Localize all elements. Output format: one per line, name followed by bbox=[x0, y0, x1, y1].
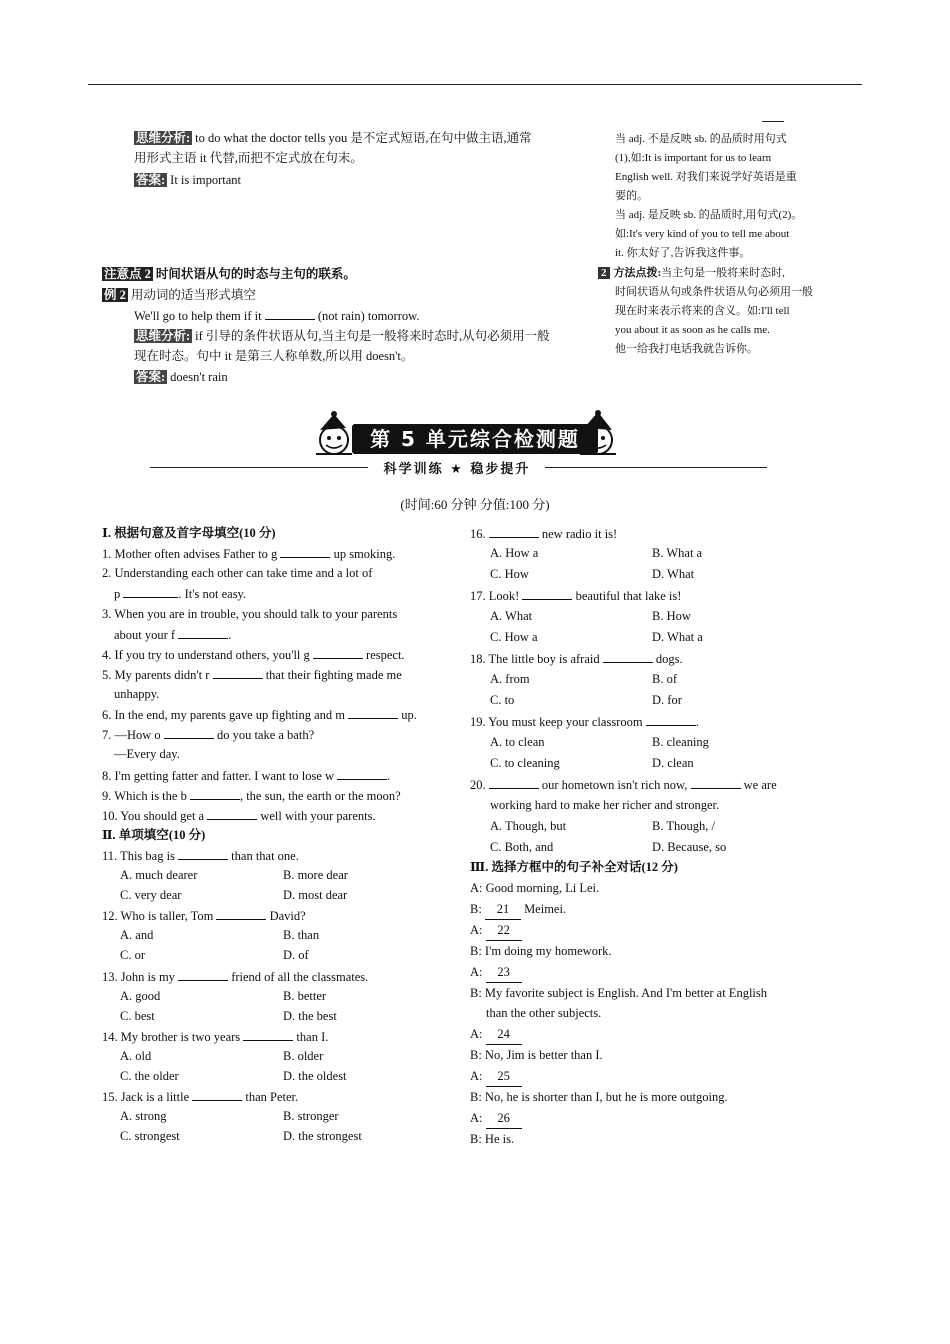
q9 bbox=[102, 785, 401, 806]
mascot-left-icon bbox=[316, 411, 352, 454]
header-rule bbox=[88, 84, 862, 85]
q13-b: friend of all the classmates. bbox=[231, 970, 369, 984]
example2-tag: 例 2 bbox=[104, 288, 126, 302]
side-l10: 现在时来表示将来的含义。如:I'll tell bbox=[615, 305, 790, 317]
q20-line2: working hard to make her richer and stronger. bbox=[490, 798, 720, 812]
blank bbox=[522, 585, 572, 600]
q1 bbox=[102, 543, 395, 564]
side-l1: 当 adj. 不是反映 sb. 的品质时用句式 bbox=[615, 133, 787, 145]
q3-line2 bbox=[114, 624, 231, 645]
q4 bbox=[102, 644, 405, 665]
q8 bbox=[102, 765, 390, 786]
q17-option-b: B. How bbox=[652, 609, 691, 623]
q13-option-b: B. better bbox=[283, 989, 327, 1003]
q12-a: 12. Who is taller, Tom bbox=[102, 909, 214, 923]
dialog-line-2 bbox=[470, 899, 566, 920]
q14-b: than I. bbox=[296, 1030, 329, 1044]
q3-c: . bbox=[228, 628, 232, 642]
q10 bbox=[102, 805, 376, 826]
q5-line2: unhappy. bbox=[114, 687, 160, 701]
q16-a: 16. bbox=[470, 527, 486, 541]
q20-option-b: B. Though, / bbox=[652, 819, 715, 833]
dialog-line-10: B: No, he is shorter than I, but he is more outgoing. bbox=[470, 1090, 728, 1104]
dialog-line-11 bbox=[470, 1108, 522, 1129]
q4-b: respect. bbox=[366, 648, 405, 662]
blank bbox=[216, 905, 266, 920]
blank bbox=[646, 711, 696, 726]
q5 bbox=[102, 664, 402, 685]
blank bbox=[213, 664, 263, 679]
dialog-line-5 bbox=[470, 962, 522, 983]
q13-a: 13. John is my bbox=[102, 970, 175, 984]
answer1 bbox=[134, 170, 241, 190]
blank bbox=[243, 1026, 293, 1041]
q16-option-d: D. What bbox=[652, 567, 695, 581]
blank-25: 25 bbox=[486, 1066, 522, 1087]
dialog-line-7 bbox=[470, 1024, 522, 1045]
q12-b: David? bbox=[269, 909, 306, 923]
q3: 3. When you are in trouble, you should talk to your parents bbox=[102, 607, 398, 621]
q17-option-d: D. What a bbox=[652, 630, 703, 644]
q1-a: 1. Mother often advises Father to g bbox=[102, 547, 278, 561]
q12-option-d: D. of bbox=[283, 948, 309, 962]
blank bbox=[164, 724, 214, 739]
q19-option-b: B. cleaning bbox=[652, 735, 709, 749]
blank bbox=[265, 305, 315, 320]
blank bbox=[190, 785, 240, 800]
q20-option-c: C. Both, and bbox=[490, 840, 554, 854]
q15-option-d: D. the strongest bbox=[283, 1129, 362, 1143]
q12-option-b: B. than bbox=[283, 928, 320, 942]
q11 bbox=[102, 845, 299, 866]
side-l2: (1),如:It is important for us to learn bbox=[615, 152, 772, 164]
q17-b: beautiful that lake is! bbox=[575, 589, 682, 603]
analysis1-tag: 思维分析: bbox=[136, 131, 191, 145]
answer2 bbox=[134, 367, 228, 387]
example2-text: 用动词的适当形式填空 bbox=[130, 288, 256, 302]
q20-option-a: A. Though, but bbox=[490, 819, 567, 833]
dialog-line-9 bbox=[470, 1066, 522, 1087]
q2-line2 bbox=[114, 583, 246, 604]
q18-a: 18. The little boy is afraid bbox=[470, 652, 600, 666]
q7-answer: —Every day. bbox=[114, 747, 180, 761]
q6-b: up. bbox=[401, 708, 417, 722]
q7-a: 7. —How o bbox=[102, 728, 161, 742]
q18 bbox=[470, 648, 683, 669]
blank bbox=[123, 583, 178, 598]
q17-option-c: C. How a bbox=[490, 630, 538, 644]
q9-a: 9. Which is the b bbox=[102, 789, 187, 803]
analysis1 bbox=[134, 128, 532, 148]
q20-option-d: D. Because, so bbox=[652, 840, 727, 854]
analysis2-text: if 引导的条件状语从句,当主句是一般将来时态时,从句必须用一般 bbox=[195, 329, 550, 343]
blank-24: 24 bbox=[486, 1024, 522, 1045]
analysis2-line2: 现在时态。句中 it 是第三人称单数,所以用 doesn't。 bbox=[134, 349, 414, 363]
tip-tag: 方法点拨: bbox=[613, 267, 662, 279]
note2 bbox=[102, 264, 356, 284]
banner-subtitle: 科学训练 ★ 稳步提升 bbox=[383, 462, 531, 477]
q13-option-c: C. best bbox=[120, 1009, 155, 1023]
q18-option-a: A. from bbox=[490, 672, 530, 686]
q20-a: 20. bbox=[470, 778, 486, 792]
q14 bbox=[102, 1026, 328, 1047]
blank bbox=[603, 648, 653, 663]
time-info: (时间:60 分钟 分值:100 分) bbox=[400, 497, 550, 512]
q13 bbox=[102, 966, 368, 987]
q3-b: about your f bbox=[114, 628, 176, 642]
q13-option-a: A. good bbox=[120, 989, 161, 1003]
q18-option-b: B. of bbox=[652, 672, 677, 686]
q20 bbox=[470, 774, 777, 795]
dialog-line-8: B: No, Jim is better than I. bbox=[470, 1048, 603, 1062]
q11-a: 11. This bag is bbox=[102, 849, 175, 863]
side-l4: 要的。 bbox=[615, 190, 648, 202]
q14-option-b: B. older bbox=[283, 1049, 324, 1063]
blank-22: 22 bbox=[486, 920, 522, 941]
dialog-speaker: A: bbox=[470, 1069, 483, 1083]
blank bbox=[178, 624, 228, 639]
q18-option-d: D. for bbox=[652, 693, 682, 707]
side-rule bbox=[762, 121, 784, 122]
q6 bbox=[102, 704, 417, 725]
blank-21: 21 bbox=[485, 899, 521, 920]
side-l6: 如:It's very kind of you to tell me about bbox=[615, 228, 790, 240]
dialog-line-6b: than the other subjects. bbox=[486, 1006, 602, 1020]
dialog-line-4: B: I'm doing my homework. bbox=[470, 944, 612, 958]
subtitle-rule-left bbox=[150, 467, 368, 468]
tip-number: 2 bbox=[598, 267, 610, 279]
q5-b: that their fighting made me bbox=[265, 668, 402, 682]
answer1-tag: 答案: bbox=[136, 173, 166, 187]
note2-text: 时间状语从句的时态与主句的联系。 bbox=[155, 267, 356, 281]
q7 bbox=[102, 724, 314, 745]
analysis2-tag: 思维分析: bbox=[136, 329, 191, 343]
q2-c: . It's not easy. bbox=[178, 587, 247, 601]
blank bbox=[691, 774, 741, 789]
q15-a: 15. Jack is a little bbox=[102, 1090, 190, 1104]
q12-option-a: A. and bbox=[120, 928, 154, 942]
q11-option-c: C. very dear bbox=[120, 888, 182, 902]
blank-23: 23 bbox=[486, 962, 522, 983]
q15-b: than Peter. bbox=[245, 1090, 299, 1104]
blank bbox=[280, 543, 330, 558]
q19 bbox=[470, 711, 699, 732]
dialog-speaker: A: bbox=[470, 965, 483, 979]
q11-b: than that one. bbox=[231, 849, 299, 863]
q10-a: 10. You should get a bbox=[102, 809, 205, 823]
blank bbox=[178, 966, 228, 981]
analysis2 bbox=[134, 326, 550, 346]
q6-a: 6. In the end, my parents gave up fighting and m bbox=[102, 708, 345, 722]
example2 bbox=[102, 285, 256, 305]
note2-tag: 注意点 2 bbox=[104, 267, 151, 281]
dialog-line-3 bbox=[470, 920, 522, 941]
blank bbox=[192, 1086, 242, 1101]
q17-a: 17. Look! bbox=[470, 589, 520, 603]
q14-option-d: D. the oldest bbox=[283, 1069, 347, 1083]
blank-26: 26 bbox=[486, 1108, 522, 1129]
side-l7: it. 你太好了,告诉我这件事。 bbox=[615, 247, 751, 259]
answer1-text: It is important bbox=[170, 173, 241, 187]
blank bbox=[489, 523, 539, 538]
q2-b: p bbox=[114, 587, 121, 601]
q11-option-b: B. more dear bbox=[283, 868, 348, 882]
section1-heading: Ⅰ. 根据句意及首字母填空(10 分) bbox=[102, 526, 276, 540]
side-l5: 当 adj. 是反映 sb. 的品质时,用句式(2)。 bbox=[615, 209, 803, 221]
dialog-text: Meimei. bbox=[524, 902, 567, 916]
q17-option-a: A. What bbox=[490, 609, 533, 623]
q15-option-b: B. stronger bbox=[283, 1109, 339, 1123]
dialog-speaker: A: bbox=[470, 1111, 483, 1125]
q19-option-d: D. clean bbox=[652, 756, 694, 770]
q18-option-c: C. to bbox=[490, 693, 515, 707]
blank bbox=[489, 774, 539, 789]
q16-option-b: B. What a bbox=[652, 546, 703, 560]
dialog-speaker: B: bbox=[470, 902, 482, 916]
dialog-speaker: A: bbox=[470, 923, 483, 937]
side-l8: 当主句是一般将来时态时, bbox=[661, 267, 785, 279]
blank bbox=[178, 845, 228, 860]
subtitle-rule-right bbox=[545, 467, 767, 468]
q5-a: 5. My parents didn't r bbox=[102, 668, 210, 682]
q19-option-c: C. to cleaning bbox=[490, 756, 560, 770]
q20-c: we are bbox=[743, 778, 777, 792]
q12-option-c: C. or bbox=[120, 948, 145, 962]
blank bbox=[337, 765, 387, 780]
answer2-tag: 答案: bbox=[136, 370, 166, 384]
side-l3: English well. 对我们来说学好英语是重 bbox=[615, 171, 797, 183]
analysis1-text: to do what the doctor tells you 是不定式短语,在句中做主语,通常 bbox=[195, 131, 532, 145]
q15-option-a: A. strong bbox=[120, 1109, 167, 1123]
blank bbox=[348, 704, 398, 719]
analysis1-line2: 用形式主语 it 代替,而把不定式放在句末。 bbox=[134, 151, 363, 165]
q10-b: well with your parents. bbox=[260, 809, 376, 823]
q9-b: , the sun, the earth or the moon? bbox=[239, 789, 401, 803]
example2-sentence-a: We'll go to help them if it bbox=[134, 309, 262, 323]
dialog-speaker: A: bbox=[470, 1027, 483, 1041]
q19-option-a: A. to clean bbox=[490, 735, 545, 749]
q18-b: dogs. bbox=[655, 652, 683, 666]
q7-b: do you take a bath? bbox=[216, 728, 315, 742]
q16-option-c: C. How bbox=[490, 567, 529, 581]
example2-sentence-b: (not rain) tomorrow. bbox=[317, 309, 420, 323]
q15-option-c: C. strongest bbox=[120, 1129, 180, 1143]
q19-a: 19. You must keep your classroom bbox=[470, 715, 643, 729]
q13-option-d: D. the best bbox=[283, 1009, 337, 1023]
unit-test-title: 第 5 单元综合检测题 bbox=[352, 424, 598, 454]
q20-b: our hometown isn't rich now, bbox=[541, 778, 688, 792]
side-l12: 他一给我打电话我就告诉你。 bbox=[615, 343, 758, 355]
dialog-line-6: B: My favorite subject is English. And I'm better at English bbox=[470, 986, 768, 1000]
q15 bbox=[102, 1086, 298, 1107]
q17 bbox=[470, 585, 681, 606]
blank bbox=[313, 644, 363, 659]
q11-option-d: D. most dear bbox=[283, 888, 348, 902]
q11-option-a: A. much dearer bbox=[120, 868, 198, 882]
q16-b: new radio it is! bbox=[541, 527, 618, 541]
q19-b: . bbox=[695, 715, 699, 729]
side-l11: you about it as soon as he calls me. bbox=[615, 324, 770, 336]
side-l9: 时间状语从句或条件状语从句必须用一般 bbox=[615, 286, 813, 298]
blank bbox=[207, 805, 257, 820]
q8-a: 8. I'm getting fatter and fatter. I want to lose w bbox=[102, 769, 335, 783]
answer2-text: doesn't rain bbox=[170, 370, 228, 384]
q16 bbox=[470, 523, 617, 544]
q14-option-c: C. the older bbox=[120, 1069, 179, 1083]
section2-heading: Ⅱ. 单项填空(10 分) bbox=[102, 828, 206, 842]
q8-b: . bbox=[387, 769, 391, 783]
q16-option-a: A. How a bbox=[490, 546, 539, 560]
q14-option-a: A. old bbox=[120, 1049, 152, 1063]
example2-sentence bbox=[134, 305, 419, 326]
section3-heading: Ⅲ. 选择方框中的句子补全对话(12 分) bbox=[470, 860, 678, 874]
q1-b: up smoking. bbox=[333, 547, 396, 561]
side-tip bbox=[598, 264, 785, 283]
q2: 2. Understanding each other can take time and a lot of bbox=[102, 566, 373, 580]
q4-a: 4. If you try to understand others, you'll g bbox=[102, 648, 310, 662]
q14-a: 14. My brother is two years bbox=[102, 1030, 241, 1044]
dialog-line-12: B: He is. bbox=[470, 1132, 515, 1146]
dialog-line-1: A: Good morning, Li Lei. bbox=[470, 881, 600, 895]
q12 bbox=[102, 905, 306, 926]
